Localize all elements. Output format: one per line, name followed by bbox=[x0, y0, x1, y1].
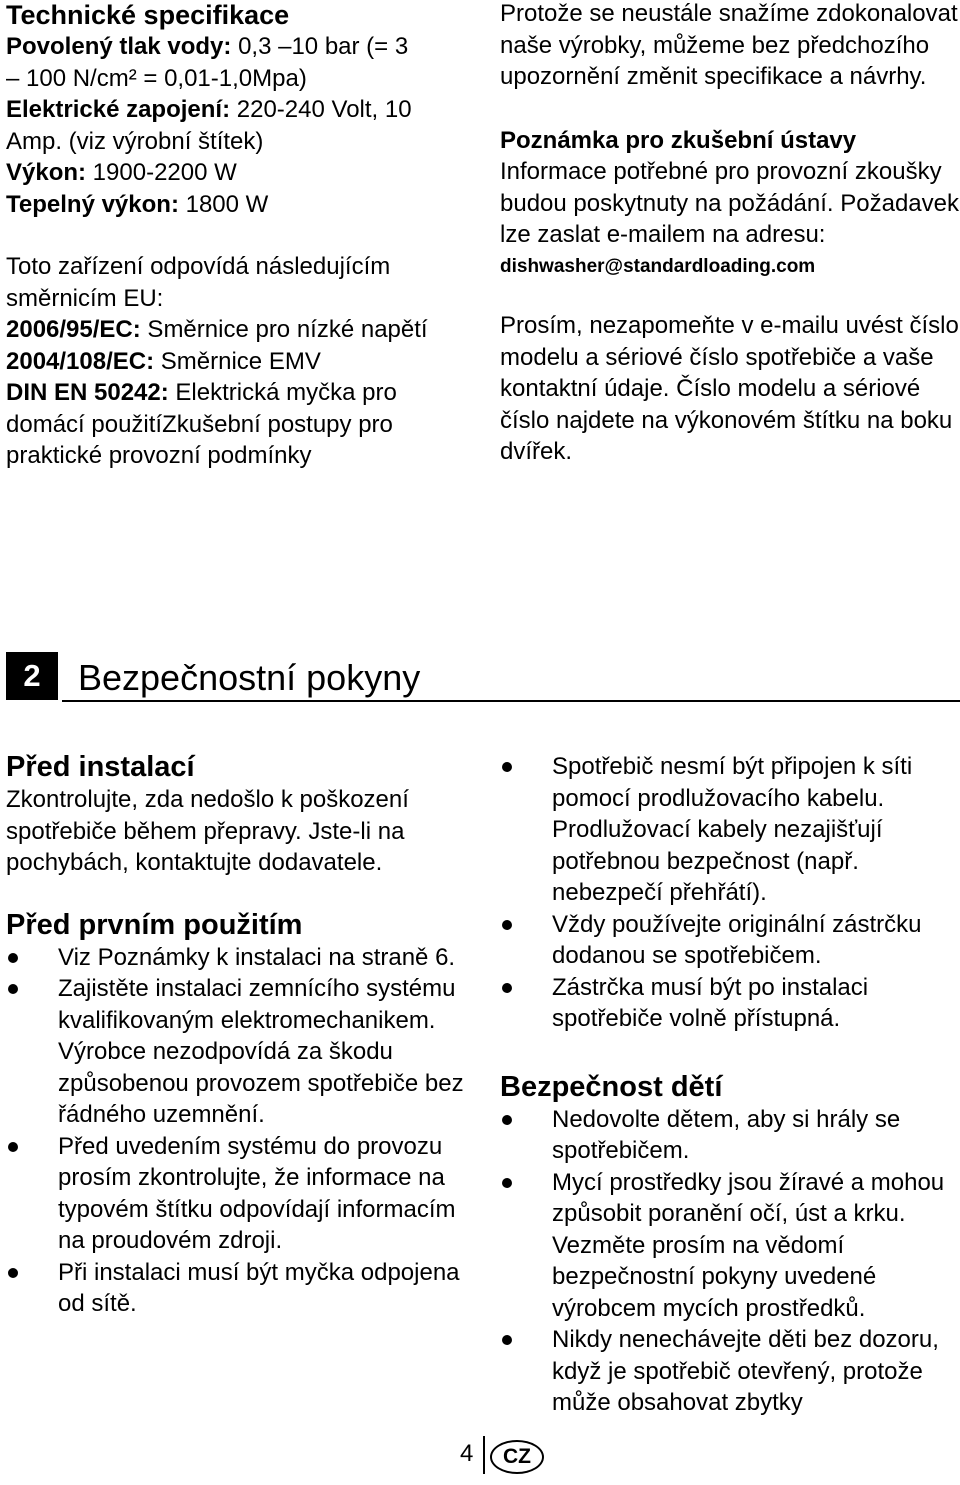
list-item: Nikdy nenechávejte děti bez dozoru, když je spotřebič otevřený, protože může obsahovat zbytky bbox=[500, 1324, 960, 1419]
spec-water-pressure bbox=[6, 31, 468, 63]
list-item: Vždy používejte originální zástrčku dodanou se spotřebičem. bbox=[500, 909, 960, 972]
test-institutes-text: Informace potřebné pro provozní zkoušky budou poskytnuty na požádání. Požadavek lze zaslat e-mailem na adresu: bbox=[500, 158, 959, 248]
spec-value: 1900-2200 W bbox=[86, 159, 237, 186]
list-item: Mycí prostředky jsou žíravé a mohou způsobit poranění očí, úst a krku. Vezměte prosím na vědomí bezpečnostní pokyny uvedené výrobcem mycích prostředků. bbox=[500, 1167, 960, 1325]
spec-label: Tepelný výkon: bbox=[6, 190, 179, 218]
child-safety-title: Bezpečnost dětí bbox=[500, 1070, 723, 1103]
list-item: Spotřebič nesmí být připojen k síti pomocí prodlužovacího kabelu. Prodlužovací kabely nezajišťují potřebnou bezpečnost (např. nebezpečí přehřátí). bbox=[500, 751, 960, 909]
list-item: Při instalaci musí být myčka odpojena od sítě. bbox=[6, 1257, 476, 1320]
spec-label: Výkon: bbox=[6, 159, 87, 186]
directive-code: 2006/95/EC: bbox=[6, 316, 141, 343]
section-header bbox=[6, 648, 960, 704]
directive-din bbox=[6, 377, 468, 472]
directive-low-voltage bbox=[6, 314, 468, 346]
directive-emv bbox=[6, 346, 468, 378]
spec-label: Povolený tlak vody: bbox=[6, 33, 232, 60]
list-item: Před uvedením systému do provozu prosím zkontrolujte, že informace na typovém štítku odpovídají informacím na proudovém zdroji. bbox=[6, 1131, 476, 1257]
spec-value: 1800 W bbox=[178, 190, 269, 218]
contact-email[interactable]: dishwasher@standardloading.com bbox=[500, 255, 816, 277]
list-item: Zajistěte instalaci zemnícího systému kvalifikovaným elektromechanikem. Výrobce nezodpovídá za škodu způsobenou provozem spotřebiče bez řádného uzemnění. bbox=[6, 973, 476, 1131]
section-number: 2 bbox=[6, 652, 58, 700]
language-badge: CZ bbox=[490, 1440, 544, 1474]
list-item: Zástrčka musí být po instalaci spotřebiče volně přístupná. bbox=[500, 972, 960, 1035]
child-safety-list bbox=[500, 1104, 960, 1419]
directive-code: DIN EN 50242: bbox=[6, 379, 169, 406]
email-reminder: Prosím, nezapomeňte v e-mailu uvést číslo modelu a sériové číslo spotřebiče a vaše kontaktní údaje. Číslo modelu a sériové číslo najdete na výkonovém štítku na boku dvířek. bbox=[500, 312, 959, 465]
notes-column bbox=[500, 0, 960, 468]
before-first-use-list bbox=[6, 942, 476, 1320]
spec-electrical-cont bbox=[6, 126, 468, 158]
spec-value: – 100 N/cm² = 0,01-1,0Mpa) bbox=[6, 64, 307, 92]
spec-value: Amp. (viz výrobní štítek) bbox=[6, 127, 264, 155]
tech-spec-lines bbox=[6, 31, 468, 220]
improvement-note: Protože se neustále snažíme zdokonalovat naše výrobky, můžeme bez předchozího upozornění změnit specifikace a návrhy. bbox=[500, 0, 958, 90]
directive-text: Směrnice EMV bbox=[154, 347, 321, 375]
spec-water-pressure-cont bbox=[6, 63, 468, 95]
before-install-title: Před instalací bbox=[6, 751, 195, 783]
tech-specs bbox=[6, 0, 468, 472]
list-item: Nedovolte dětem, aby si hrály se spotřebičem. bbox=[500, 1104, 960, 1167]
list-item: Viz Poznámky k instalaci na straně 6. bbox=[6, 942, 476, 974]
directive-text: Elektrická myčka pro domácí použitíZkušební postupy pro praktické provozní podmínky bbox=[6, 379, 397, 469]
connection-safety-list bbox=[500, 751, 960, 1035]
directive-text: Směrnice pro nízké napětí bbox=[140, 316, 428, 343]
spec-heating-power bbox=[6, 189, 468, 221]
spec-label: Elektrické zapojení: bbox=[6, 96, 231, 123]
directives-intro: Toto zařízení odpovídá následujícím směrnicím EU: bbox=[6, 253, 391, 312]
before-first-use-title: Před prvním použitím bbox=[6, 908, 303, 941]
page-footer bbox=[440, 1436, 580, 1476]
safety-column bbox=[500, 751, 960, 1419]
section-title: Bezpečnostní pokyny bbox=[78, 657, 421, 698]
spec-power bbox=[6, 157, 468, 189]
install-column bbox=[6, 751, 476, 1320]
directive-code: 2004/108/EC: bbox=[6, 347, 155, 375]
before-install-text: Zkontrolujte, zda nedošlo k poškození spotřebiče během přepravy. Jste-li na pochybách, kontaktujte dodavatele. bbox=[6, 786, 409, 876]
tech-specs-title: Technické specifikace bbox=[6, 0, 290, 30]
footer-divider bbox=[483, 1436, 485, 1474]
spec-electrical bbox=[6, 94, 468, 126]
section-divider bbox=[62, 700, 960, 702]
test-institutes-title: Poznámka pro zkušební ústavy bbox=[500, 126, 857, 154]
spec-value: 220-240 Volt, 10 bbox=[230, 96, 412, 123]
page-number: 4 bbox=[460, 1440, 474, 1467]
spec-value: 0,3 –10 bar (= 3 bbox=[231, 33, 409, 60]
